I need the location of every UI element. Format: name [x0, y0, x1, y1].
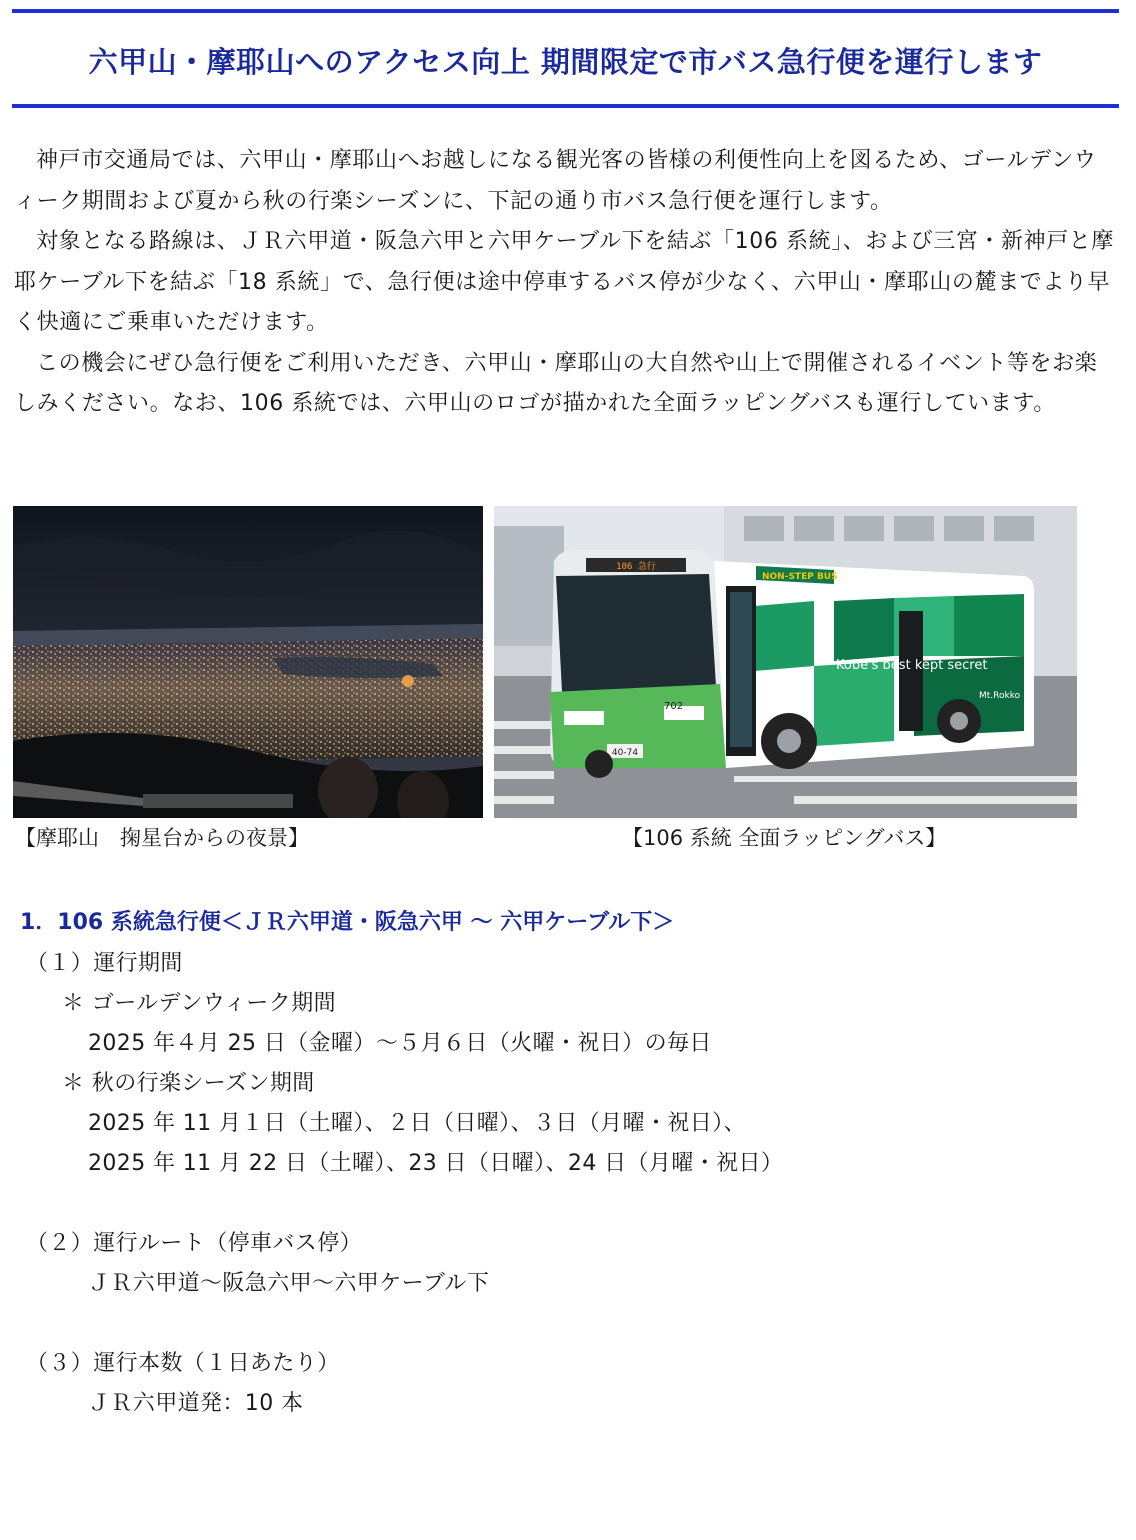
- page-title: 六甲山・摩耶山へのアクセス向上 期間限定で市バス急行便を運行します: [88, 45, 1043, 79]
- autumn-period-dates-1: 2025 年 11 月１日（土曜）、２日（日曜）、３日（月曜・祝日）、: [88, 1111, 746, 1136]
- intro-paragraph-2: 対象となる路線は、ＪＲ六甲道・阪急六甲と六甲ケーブル下を結ぶ「106 系統」、および三宮・新神戸と摩耶ケーブル下を結ぶ「18 系統」で、急行便は途中停車するバス停が少なく、六甲山・摩耶山の麓までより早く快適にご乗車いただけます。: [14, 229, 1115, 335]
- night-view-caption: 【摩耶山 掬星台からの夜景】: [15, 826, 309, 850]
- count-value: ＪＲ六甲道発：10 本: [88, 1391, 304, 1416]
- intro-paragraph-3: この機会にぜひ急行便をご利用いただき、六甲山・摩耶山の大自然や山上で開催されるイベント等をお楽しみください。なお、106 系統では、六甲山のロゴが描かれた全面ラッピングバスも運行しています。: [14, 350, 1098, 416]
- count-label: （３）運行本数（１日あたり）: [26, 1351, 340, 1376]
- gw-period-dates: 2025 年４月 25 日（金曜）～５月６日（火曜・祝日）の毎日: [88, 1031, 712, 1056]
- section-1-heading: 1．106 系統急行便＜ＪＲ六甲道・阪急六甲 ～ 六甲ケーブル下＞: [20, 910, 675, 935]
- route-value: ＪＲ六甲道～阪急六甲～六甲ケーブル下: [88, 1271, 490, 1296]
- wrapping-bus-photo: [494, 506, 1077, 818]
- gw-period-label: ＊ ゴールデンウィーク期間: [62, 991, 336, 1016]
- title-bottom-rule: [12, 104, 1119, 108]
- period-label: （１）運行期間: [26, 951, 183, 976]
- bus-non-step-sign: NON-STEP BUS: [762, 572, 838, 582]
- svg-text:106 急行: 106 急行: [616, 562, 656, 572]
- bus-number-front: 702: [664, 701, 684, 712]
- top-rule: [12, 9, 1119, 13]
- autumn-period-label: ＊ 秋の行楽シーズン期間: [62, 1071, 315, 1096]
- night-view-photo: [13, 506, 483, 818]
- autumn-period-dates-2: 2025 年 11 月 22 日（土曜）、23 日（日曜）、24 日（月曜・祝日）: [88, 1151, 784, 1176]
- intro-paragraph-1: 神戸市交通局では、六甲山・摩耶山へお越しになる観光客の皆様の利便性向上を図るため、ゴールデンウィーク期間および夏から秋の行楽シーズンに、下記の通り市バス急行便を運行します。: [14, 148, 1097, 214]
- bus-caption: 【106 系統 全面ラッピングバス】: [622, 826, 947, 850]
- intro-text: [14, 141, 1114, 425]
- route-label: （２）運行ルート（停車バス停）: [26, 1231, 363, 1256]
- bus-logo-text: Mt.Rokko: [979, 691, 1021, 701]
- bus-plate: 40-74: [611, 748, 639, 758]
- bus-side-text: Kobe's best kept secret: [836, 658, 988, 673]
